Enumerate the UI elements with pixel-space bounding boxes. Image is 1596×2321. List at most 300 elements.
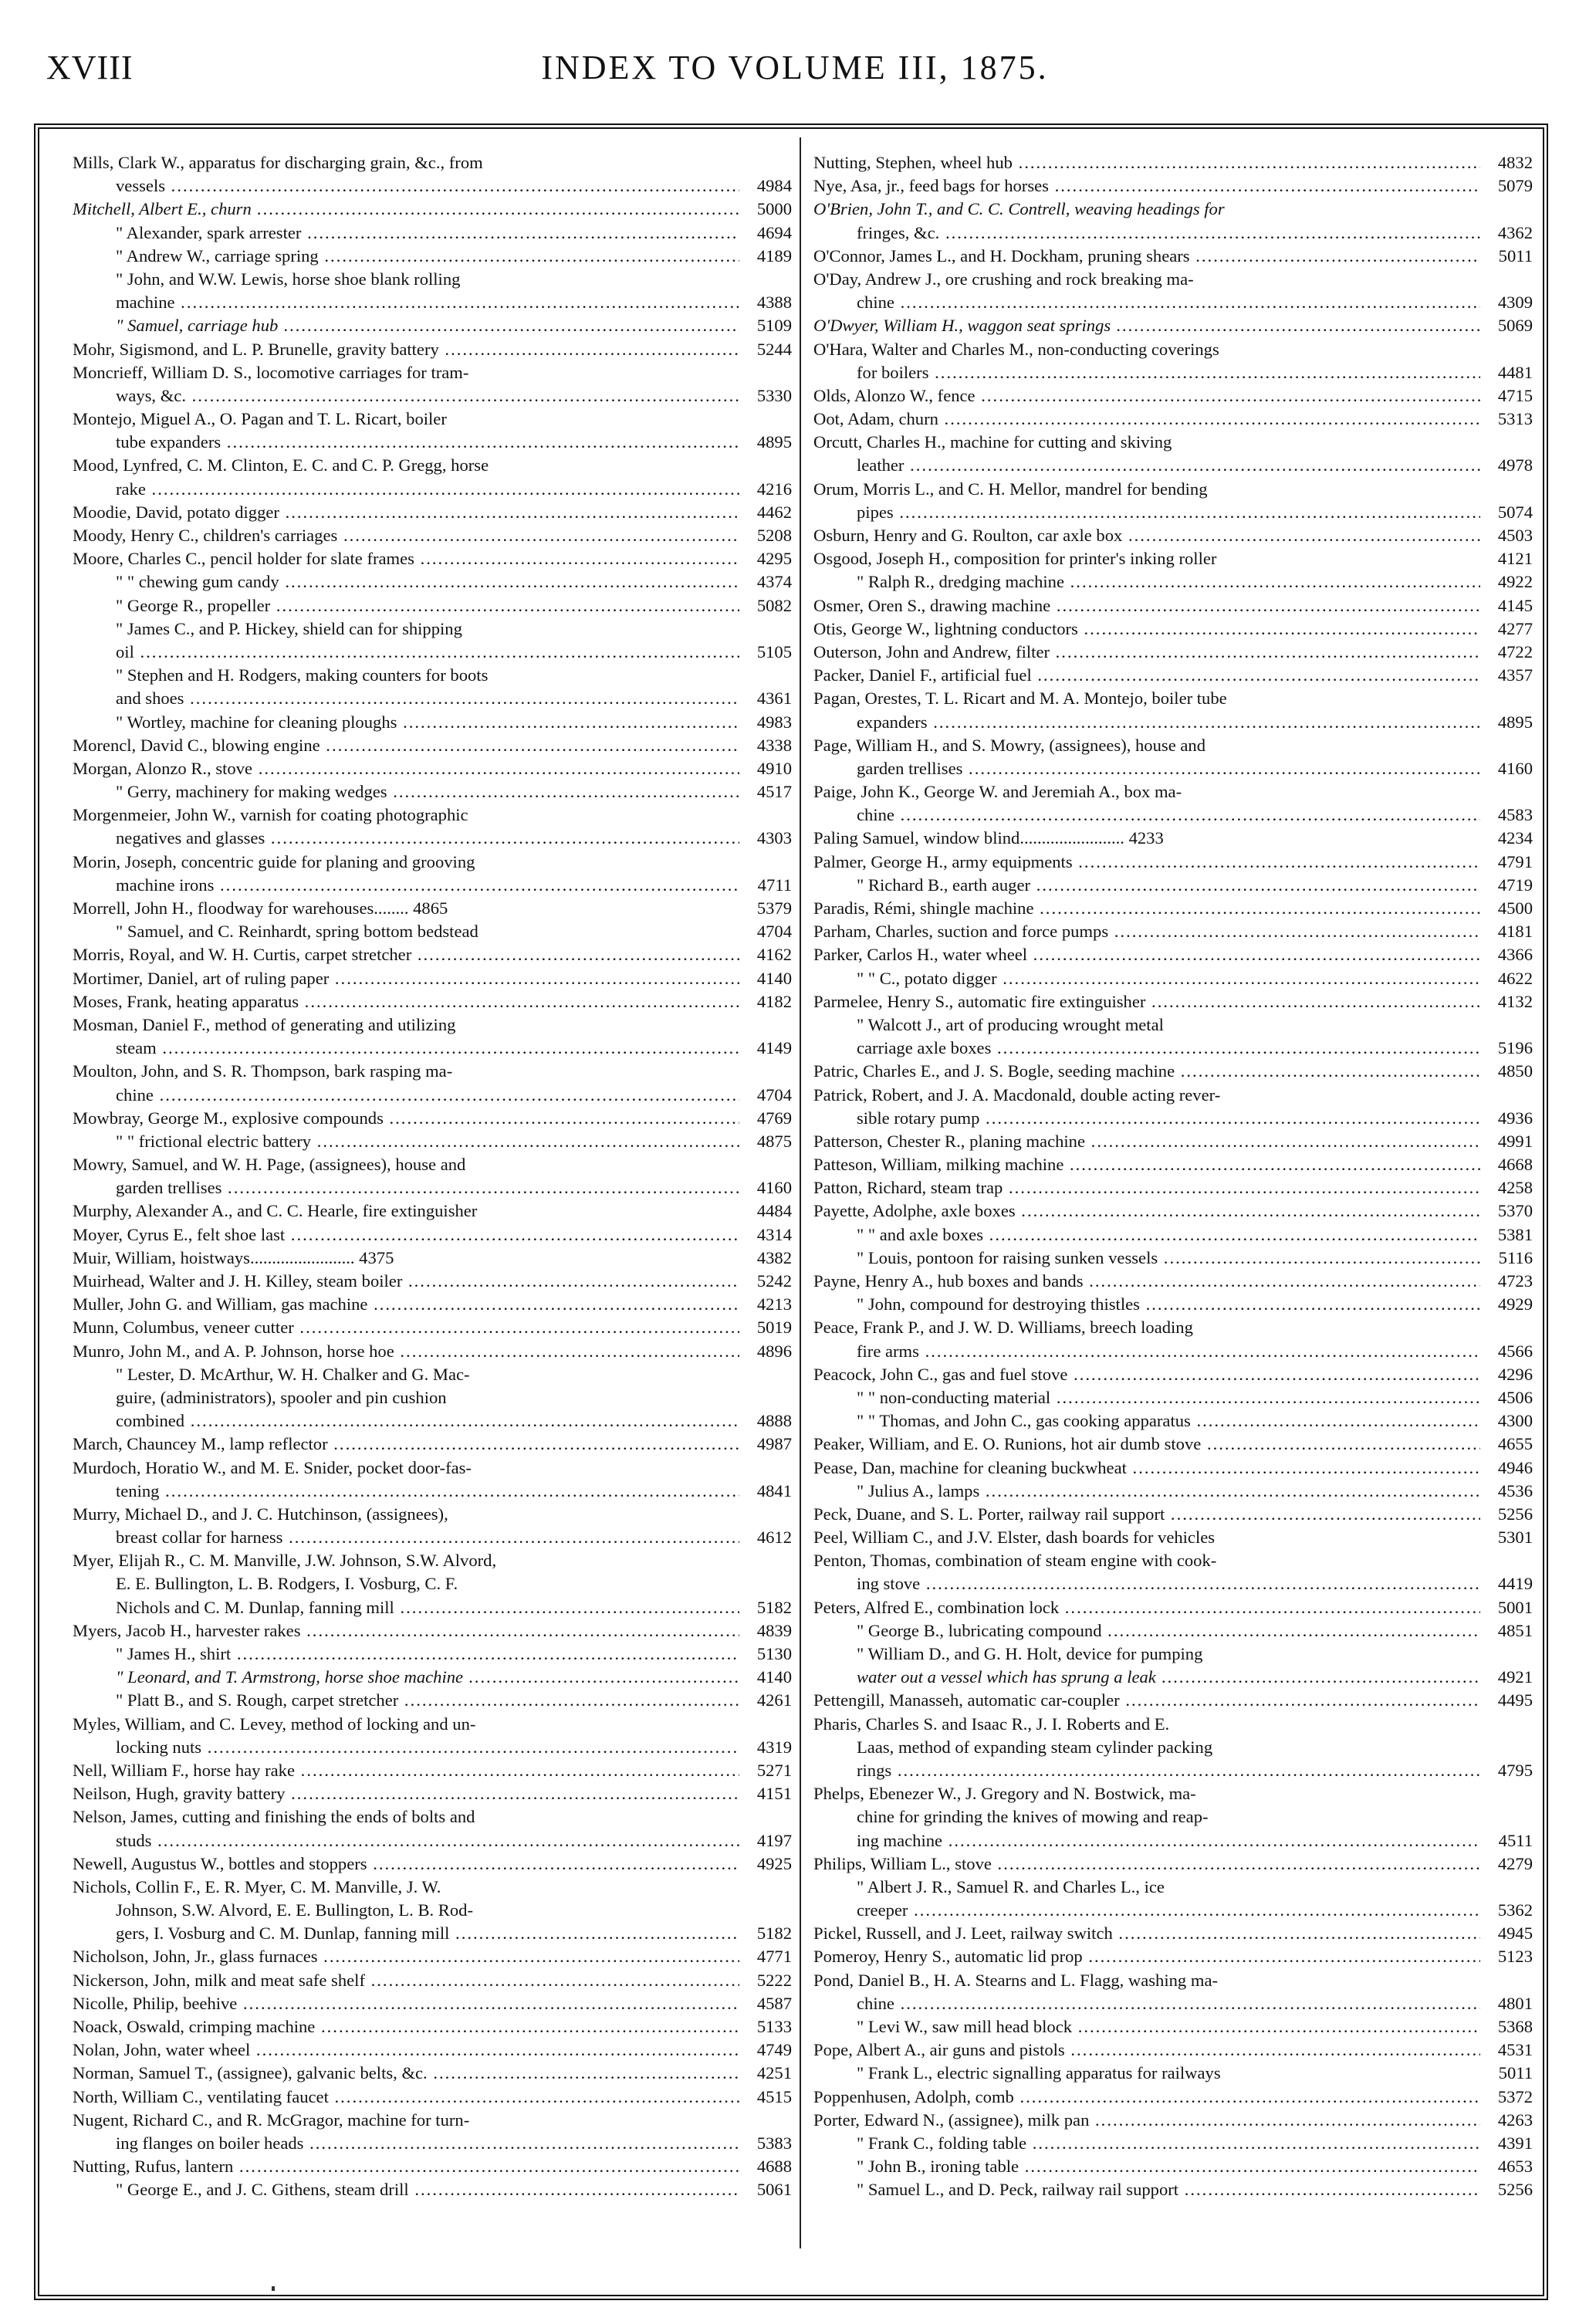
entry-number: 4314 xyxy=(739,1223,792,1247)
entry-number: 4391 xyxy=(1480,2132,1533,2155)
entry-text: Noack, Oswald, crimping machine ..... xyxy=(73,2015,792,2038)
entry-text: " John, and W.W. Lewis, horse shoe blank rolling xyxy=(116,269,461,289)
entry-text: Pomeroy, Henry S., automatic lid prop ..... xyxy=(813,1945,1533,1968)
index-entry xyxy=(813,1084,1533,1107)
index-entry xyxy=(73,431,792,454)
index-entry xyxy=(813,967,1533,990)
entry-number: 4419 xyxy=(1480,1572,1533,1595)
index-entry xyxy=(813,547,1533,570)
entry-number: 5000 xyxy=(739,198,792,221)
entry-text: Page, William H., and S. Mowry, (assignees), house and xyxy=(813,735,1205,755)
entry-number: 4132 xyxy=(1480,990,1533,1013)
entry-text: Osmer, Oren S., drawing machine ..... xyxy=(813,594,1533,617)
index-entry xyxy=(813,1223,1533,1247)
index-entry xyxy=(813,687,1533,710)
entry-text: Olds, Alonzo W., fence ..... xyxy=(813,384,1533,408)
entry-text: Pickel, Russell, and J. Leet, railway switch ..... xyxy=(813,1922,1533,1945)
entry-number: 4366 xyxy=(1480,943,1533,966)
entry-text: ing flanges on boiler heads ..... xyxy=(116,2132,792,2155)
index-entry xyxy=(813,2062,1533,2085)
index-entry xyxy=(813,1037,1533,1060)
index-entry xyxy=(813,361,1533,384)
entry-text: Norman, Samuel T., (assignee), galvanic belts, &c. ..... xyxy=(73,2062,792,2085)
entry-text: Pope, Albert A., air guns and pistols ..... xyxy=(813,2038,1533,2062)
entry-number: 5082 xyxy=(739,594,792,617)
index-entry xyxy=(73,1619,792,1643)
entry-number: 4162 xyxy=(739,943,792,966)
entry-number: 4309 xyxy=(1480,291,1533,314)
entry-text: breast collar for harness ..... xyxy=(116,1526,792,1549)
index-entry xyxy=(73,1736,792,1759)
index-entry xyxy=(73,384,792,408)
entry-text: O'Hara, Walter and Charles M., non-conducting coverings xyxy=(813,339,1219,359)
index-entry xyxy=(73,1409,792,1433)
entry-text: Peacock, John C., gas and fuel stove ..... xyxy=(813,1363,1533,1386)
index-entry xyxy=(73,361,792,384)
index-entry xyxy=(813,1153,1533,1176)
entry-number: 4936 xyxy=(1480,1107,1533,1130)
index-entry xyxy=(73,804,792,827)
entry-number: 4213 xyxy=(739,1293,792,1316)
index-entry xyxy=(813,1503,1533,1526)
index-entry xyxy=(813,804,1533,827)
page-number: XVIII xyxy=(46,49,134,86)
entry-number: 4771 xyxy=(739,1945,792,1968)
entry-number: 4300 xyxy=(1480,1409,1533,1433)
entry-text: guire, (administrators), spooler and pin cushion xyxy=(116,1387,447,1407)
entry-text: Pease, Dan, machine for cleaning buckwheat ..... xyxy=(813,1457,1533,1480)
entry-text: ing stove ..... xyxy=(857,1572,1533,1595)
entry-text: " James C., and P. Hickey, shield can for shipping xyxy=(116,618,462,638)
entry-text: Myers, Jacob H., harvester rakes ..... xyxy=(73,1619,792,1643)
entry-number: 4694 xyxy=(739,222,792,245)
entry-text: " Samuel L., and D. Peck, railway rail support ..... xyxy=(857,2178,1533,2201)
index-entry xyxy=(73,1503,792,1526)
index-entry xyxy=(73,920,792,943)
entry-number: 4984 xyxy=(739,174,792,198)
entry-text: Montejo, Miguel A., O. Pagan and T. L. Ricart, boiler xyxy=(73,409,447,429)
entry-text: Nichols and C. M. Dunlap, fanning mill ..... xyxy=(116,1596,792,1619)
entry-text: steam ..... xyxy=(116,1037,792,1060)
entry-text: Nickerson, John, milk and meat safe shelf ..... xyxy=(73,1969,792,1992)
entry-text: Munro, John M., and A. P. Johnson, horse hoe ..... xyxy=(73,1340,792,1363)
entry-text: Moody, Henry C., children's carriages ..... xyxy=(73,524,792,547)
index-entry xyxy=(813,1060,1533,1083)
entry-text: " Albert J. R., Samuel R. and Charles L., ice xyxy=(857,1876,1165,1896)
index-entry xyxy=(73,1107,792,1130)
entry-number: 4839 xyxy=(739,1619,792,1643)
entry-text: chine for grinding the knives of mowing and reap- xyxy=(857,1807,1209,1827)
entry-number: 4151 xyxy=(739,1782,792,1805)
page-title: INDEX TO VOLUME III, 1875. xyxy=(541,49,1049,86)
entry-text: " John, compound for destroying thistles ..... xyxy=(857,1293,1533,1316)
index-entry xyxy=(813,524,1533,547)
index-entry xyxy=(813,617,1533,641)
index-entry xyxy=(813,1270,1533,1293)
index-entry xyxy=(73,2062,792,2085)
index-entry xyxy=(813,1945,1533,1968)
index-entry xyxy=(813,268,1533,291)
entry-number: 4925 xyxy=(739,1852,792,1876)
entry-number: 4583 xyxy=(1480,804,1533,827)
index-entry xyxy=(813,1805,1533,1829)
entry-text: " " non-conducting material ..... xyxy=(857,1386,1533,1409)
entry-text: Osgood, Joseph H., composition for printer's inking roller xyxy=(813,549,1217,569)
index-entry xyxy=(73,1130,792,1153)
entry-number: 4622 xyxy=(1480,967,1533,990)
entry-text: Nell, William F., horse hay rake ..... xyxy=(73,1759,792,1782)
index-entry xyxy=(813,827,1533,850)
entry-number: 4279 xyxy=(1480,1852,1533,1876)
index-entry xyxy=(73,524,792,547)
entry-text: Parham, Charles, suction and force pumps ..... xyxy=(813,920,1533,943)
entry-text: " George E., and J. C. Githens, steam drill ..... xyxy=(116,2178,792,2201)
entry-text: Palmer, George H., army equipments ..... xyxy=(813,851,1533,874)
entry-text: " Frank L., electric signalling apparatus for railways xyxy=(857,2063,1221,2083)
entry-number: 4851 xyxy=(1480,1619,1533,1643)
index-entry xyxy=(73,1223,792,1247)
index-entry xyxy=(73,1457,792,1480)
index-entry xyxy=(73,1992,792,2015)
entry-text: " " Thomas, and John C., gas cooking apparatus ..... xyxy=(857,1409,1533,1433)
index-entry xyxy=(73,1805,792,1829)
entry-text: Pettengill, Manasseh, automatic car-coupler ..... xyxy=(813,1689,1533,1712)
entry-text: Morrell, John H., floodway for warehouses........ 4865 xyxy=(73,898,448,918)
entry-number: 5116 xyxy=(1480,1247,1533,1270)
index-entry xyxy=(813,408,1533,431)
entry-text: Patterson, Chester R., planing machine ..... xyxy=(813,1130,1533,1153)
index-entry xyxy=(813,757,1533,780)
index-entry xyxy=(73,1689,792,1712)
entry-number: 4506 xyxy=(1480,1386,1533,1409)
entry-text: Penton, Thomas, combination of steam engine with cook- xyxy=(813,1551,1217,1571)
entry-number: 4536 xyxy=(1480,1480,1533,1503)
entry-number: 4895 xyxy=(1480,711,1533,734)
entry-text: Paige, John K., George W. and Jeremiah A., box ma- xyxy=(813,782,1182,802)
index-entry xyxy=(73,1037,792,1060)
entry-text: Moncrieff, William D. S., locomotive carriages for tram- xyxy=(73,362,469,382)
index-entry xyxy=(73,338,792,361)
entry-text: " " and axle boxes ..... xyxy=(857,1223,1533,1247)
entry-text: Peck, Duane, and S. L. Porter, railway rail support ..... xyxy=(813,1503,1533,1526)
entry-number: 4357 xyxy=(1480,664,1533,687)
entry-number: 4495 xyxy=(1480,1689,1533,1712)
entry-text: chine ..... xyxy=(857,291,1533,314)
index-entry xyxy=(813,1899,1533,1922)
index-entry xyxy=(813,1992,1533,2015)
entry-text: Morgenmeier, John W., varnish for coating photographic xyxy=(73,805,468,825)
entry-text: Mowbray, George M., explosive compounds ..... xyxy=(73,1107,792,1130)
entry-number: 4197 xyxy=(739,1829,792,1852)
entry-text: Nugent, Richard C., and R. McGragor, machine for turn- xyxy=(73,2110,470,2130)
entry-text: Paling Samuel, window blind........................ 4233 xyxy=(813,828,1164,848)
entry-text: combined ..... xyxy=(116,1409,792,1433)
index-entry xyxy=(813,1666,1533,1689)
index-entry xyxy=(73,547,792,570)
entry-text: water out a vessel which has sprung a leak ..... xyxy=(857,1666,1533,1689)
entry-number: 5001 xyxy=(1480,1596,1533,1619)
entry-number: 5105 xyxy=(739,641,792,664)
entry-number: 5271 xyxy=(739,1759,792,1782)
index-entry xyxy=(73,1922,792,1945)
entry-number: 5256 xyxy=(1480,1503,1533,1526)
entry-number: 4462 xyxy=(739,501,792,524)
entry-number: 5256 xyxy=(1480,2178,1533,2201)
entry-text: Phelps, Ebenezer W., J. Gregory and N. Bostwick, ma- xyxy=(813,1784,1196,1804)
entry-text: Mitchell, Albert E., churn ..... xyxy=(73,198,792,221)
entry-text: rings ..... xyxy=(857,1759,1533,1782)
entry-text: " Levi W., saw mill head block ..... xyxy=(857,2015,1533,2038)
index-entry xyxy=(73,874,792,897)
index-entry xyxy=(813,1409,1533,1433)
index-entry xyxy=(813,1363,1533,1386)
entry-number: 5074 xyxy=(1480,501,1533,524)
index-entry xyxy=(813,897,1533,920)
index-entry xyxy=(813,198,1533,221)
entry-text: " Gerry, machinery for making wedges ..... xyxy=(116,780,792,804)
entry-number: 5383 xyxy=(739,2132,792,2155)
entry-text: " " frictional electric battery ..... xyxy=(116,1130,792,1153)
entry-text: " Samuel, and C. Reinhardt, spring bottom bedstead xyxy=(116,922,478,942)
index-entry xyxy=(813,1643,1533,1666)
entry-text: Mowry, Samuel, and W. H. Page, (assignees), house and xyxy=(73,1155,466,1175)
entry-text: Munn, Columbus, veneer cutter ..... xyxy=(73,1316,792,1339)
entry-number: 4160 xyxy=(739,1176,792,1199)
entry-text: Nolan, John, water wheel ..... xyxy=(73,2038,792,2062)
entry-number: 4258 xyxy=(1480,1176,1533,1199)
entry-text: Muirhead, Walter and J. H. Killey, steam boiler ..... xyxy=(73,1270,792,1293)
entry-text: Mohr, Sigismond, and L. P. Brunelle, gravity battery ..... xyxy=(73,338,792,361)
entry-number: 5313 xyxy=(1480,408,1533,431)
index-entry xyxy=(813,1572,1533,1595)
entry-text: for boilers ..... xyxy=(857,361,1533,384)
index-entry xyxy=(73,1899,792,1922)
index-entry xyxy=(813,1247,1533,1270)
entry-number: 5301 xyxy=(1480,1526,1533,1549)
entry-number: 4711 xyxy=(739,874,792,897)
index-entry xyxy=(73,1759,792,1782)
index-entry xyxy=(73,1829,792,1852)
index-entry xyxy=(73,222,792,245)
entry-text: garden trellises ..... xyxy=(857,757,1533,780)
entry-text: Philips, William L., stove ..... xyxy=(813,1852,1533,1876)
index-entry xyxy=(813,2132,1533,2155)
entry-number: 4531 xyxy=(1480,2038,1533,2062)
entry-number: 4769 xyxy=(739,1107,792,1130)
entry-number: 5370 xyxy=(1480,1199,1533,1223)
entry-number: 4749 xyxy=(739,2038,792,2062)
entry-text: Paradis, Rémi, shingle machine ..... xyxy=(813,897,1533,920)
entry-number: 4160 xyxy=(1480,757,1533,780)
entry-text: Morris, Royal, and W. H. Curtis, carpet stretcher ..... xyxy=(73,943,792,966)
entry-text: " William D., and G. H. Holt, device for pumping xyxy=(857,1644,1203,1663)
entry-text: " Andrew W., carriage spring ..... xyxy=(116,245,792,268)
entry-number: 4946 xyxy=(1480,1457,1533,1480)
entry-number: 4361 xyxy=(739,687,792,710)
entry-number: 4704 xyxy=(739,1084,792,1107)
entry-text: March, Chauncey M., lamp reflector ..... xyxy=(73,1433,792,1456)
entry-text: " George R., propeller ..... xyxy=(116,594,792,617)
entry-text: " Leonard, and T. Armstrong, horse shoe machine ..... xyxy=(116,1666,792,1689)
index-entry xyxy=(73,990,792,1013)
entry-text: Nutting, Rufus, lantern ..... xyxy=(73,2155,792,2178)
entry-text: Nutting, Stephen, wheel hub ..... xyxy=(813,151,1533,174)
index-entry xyxy=(73,314,792,337)
entry-text: Nichols, Collin F., E. R. Myer, C. M. Manville, J. W. xyxy=(73,1876,441,1896)
index-entry xyxy=(73,1876,792,1899)
entry-number: 4500 xyxy=(1480,897,1533,920)
entry-number: 4484 xyxy=(739,1199,792,1223)
entry-number: 4303 xyxy=(739,827,792,850)
index-entry xyxy=(813,431,1533,454)
entry-number: 5130 xyxy=(739,1643,792,1666)
entry-text: " Julius A., lamps ..... xyxy=(857,1480,1533,1503)
entry-text: O'Dwyer, William H., waggon seat springs ..... xyxy=(813,314,1533,337)
index-entry xyxy=(73,174,792,198)
entry-number: 5381 xyxy=(1480,1223,1533,1247)
index-entry xyxy=(73,501,792,524)
entry-number: 4566 xyxy=(1480,1340,1533,1363)
entry-number: 4261 xyxy=(739,1689,792,1712)
index-entry xyxy=(813,711,1533,734)
entry-text: Peace, Frank P., and J. W. D. Williams, breech loading xyxy=(813,1318,1193,1338)
entry-number: 4983 xyxy=(739,711,792,734)
entry-number: 4723 xyxy=(1480,1270,1533,1293)
index-entry xyxy=(73,1153,792,1176)
index-entry xyxy=(813,1340,1533,1363)
entry-number: 4841 xyxy=(739,1480,792,1503)
index-entry xyxy=(813,641,1533,664)
entry-text: Muller, John G. and William, gas machine ..... xyxy=(73,1293,792,1316)
index-entry xyxy=(73,1363,792,1386)
entry-number: 4374 xyxy=(739,570,792,594)
entry-text: Payette, Adolphe, axle boxes ..... xyxy=(813,1199,1533,1223)
index-entry xyxy=(73,2086,792,2109)
entry-text: Murry, Michael D., and J. C. Hutchinson, (assignees), xyxy=(73,1504,448,1524)
entry-text: " George B., lubricating compound ..... xyxy=(857,1619,1533,1643)
index-entry xyxy=(73,1666,792,1689)
entry-number: 5222 xyxy=(739,1969,792,1992)
index-entry xyxy=(73,943,792,966)
index-entry xyxy=(73,198,792,221)
index-entry xyxy=(73,2109,792,2132)
entry-text: machine ..... xyxy=(116,291,792,314)
entry-number: 4929 xyxy=(1480,1293,1533,1316)
entry-number: 4481 xyxy=(1480,361,1533,384)
entry-text: Patteson, William, milking machine ..... xyxy=(813,1153,1533,1176)
entry-text: Morin, Joseph, concentric guide for planing and grooving xyxy=(73,851,475,871)
entry-text: Pagan, Orestes, T. L. Ricart and M. A. Montejo, boiler tube xyxy=(813,689,1227,709)
index-entry xyxy=(813,1433,1533,1456)
index-entry xyxy=(813,1013,1533,1037)
entry-number: 5182 xyxy=(739,1596,792,1619)
index-entry xyxy=(813,570,1533,594)
entry-number: 4181 xyxy=(1480,920,1533,943)
entry-text: Nelson, James, cutting and finishing the ends of bolts and xyxy=(73,1807,475,1827)
entry-number: 5242 xyxy=(739,1270,792,1293)
entry-text: " Ralph R., dredging machine ..... xyxy=(857,570,1533,594)
index-entry xyxy=(73,1060,792,1083)
index-entry xyxy=(813,1480,1533,1503)
index-entry xyxy=(813,1759,1533,1782)
entry-text: " John B., ironing table ..... xyxy=(857,2155,1533,2178)
entry-text: Morgan, Alonzo R., stove ..... xyxy=(73,757,792,780)
index-entry xyxy=(813,2109,1533,2132)
entry-text: chine ..... xyxy=(116,1084,792,1107)
entry-number: 4234 xyxy=(1480,827,1533,850)
entry-text: Nicolle, Philip, beehive ..... xyxy=(73,1992,792,2015)
index-entry xyxy=(813,594,1533,617)
entry-number: 4189 xyxy=(739,245,792,268)
index-entry xyxy=(813,2086,1533,2109)
index-entry xyxy=(813,1130,1533,1153)
entry-text: Packer, Daniel F., artificial fuel ..... xyxy=(813,664,1533,687)
entry-number: 4388 xyxy=(739,291,792,314)
entry-text: North, William C., ventilating faucet ..... xyxy=(73,2086,792,2109)
entry-number: 4382 xyxy=(739,1247,792,1270)
entry-text: " Wortley, machine for cleaning ploughs ..... xyxy=(116,711,792,734)
index-entry xyxy=(73,827,792,850)
entry-text: fringes, &c. ..... xyxy=(857,222,1533,245)
index-entry xyxy=(813,1293,1533,1316)
entry-text: ways, &c. ..... xyxy=(116,384,792,408)
entry-text: Murdoch, Horatio W., and M. E. Snider, pocket door-fas- xyxy=(73,1457,472,1477)
entry-number: 5379 xyxy=(739,897,792,920)
index-entry xyxy=(813,1457,1533,1480)
page-header xyxy=(46,48,1544,102)
entry-text: Neilson, Hugh, gravity battery ..... xyxy=(73,1782,792,1805)
entry-number: 5109 xyxy=(739,314,792,337)
entry-text: creeper ..... xyxy=(857,1899,1533,1922)
entry-number: 5244 xyxy=(739,338,792,361)
index-entry xyxy=(73,2015,792,2038)
index-entry xyxy=(73,734,792,757)
index-entry xyxy=(73,1782,792,1805)
entry-text: " Lester, D. McArthur, W. H. Chalker and G. Mac- xyxy=(116,1364,470,1384)
entry-number: 4296 xyxy=(1480,1363,1533,1386)
entry-text: sible rotary pump ..... xyxy=(857,1107,1533,1130)
entry-number: 4791 xyxy=(1480,851,1533,874)
index-entry xyxy=(813,780,1533,804)
entry-number: 5372 xyxy=(1480,2086,1533,2109)
entry-number: 4145 xyxy=(1480,594,1533,617)
entry-text: Moodie, David, potato digger ..... xyxy=(73,501,792,524)
index-entry xyxy=(73,1013,792,1037)
entry-text: Moyer, Cyrus E., felt shoe last ..... xyxy=(73,1223,792,1247)
entry-text: expanders ..... xyxy=(857,711,1533,734)
entry-number: 4832 xyxy=(1480,151,1533,174)
index-entry xyxy=(813,1176,1533,1199)
entry-number: 4875 xyxy=(739,1130,792,1153)
index-entry xyxy=(813,874,1533,897)
index-entry xyxy=(813,1386,1533,1409)
entry-text: Pharis, Charles S. and Isaac R., J. I. Roberts and E. xyxy=(813,1714,1170,1734)
entry-text: Peters, Alfred E., combination lock ..... xyxy=(813,1596,1533,1619)
index-entry xyxy=(73,641,792,664)
entry-text: rake ..... xyxy=(116,478,792,501)
entry-text: Muir, William, hoistways........................ 4375 xyxy=(73,1247,394,1267)
entry-number: 4515 xyxy=(739,2086,792,2109)
entry-number: 4978 xyxy=(1480,454,1533,477)
entry-number: 4121 xyxy=(1480,547,1533,570)
entry-number: 4722 xyxy=(1480,641,1533,664)
entry-text: " Walcott J., art of producing wrought metal xyxy=(857,1014,1164,1034)
entry-text: Peel, William C., and J.V. Elster, dash boards for vehicles xyxy=(813,1528,1216,1548)
entry-text: Parmelee, Henry S., automatic fire extinguisher ..... xyxy=(813,990,1533,1013)
index-entry xyxy=(73,478,792,501)
index-entry xyxy=(73,2132,792,2155)
index-entry xyxy=(73,851,792,874)
